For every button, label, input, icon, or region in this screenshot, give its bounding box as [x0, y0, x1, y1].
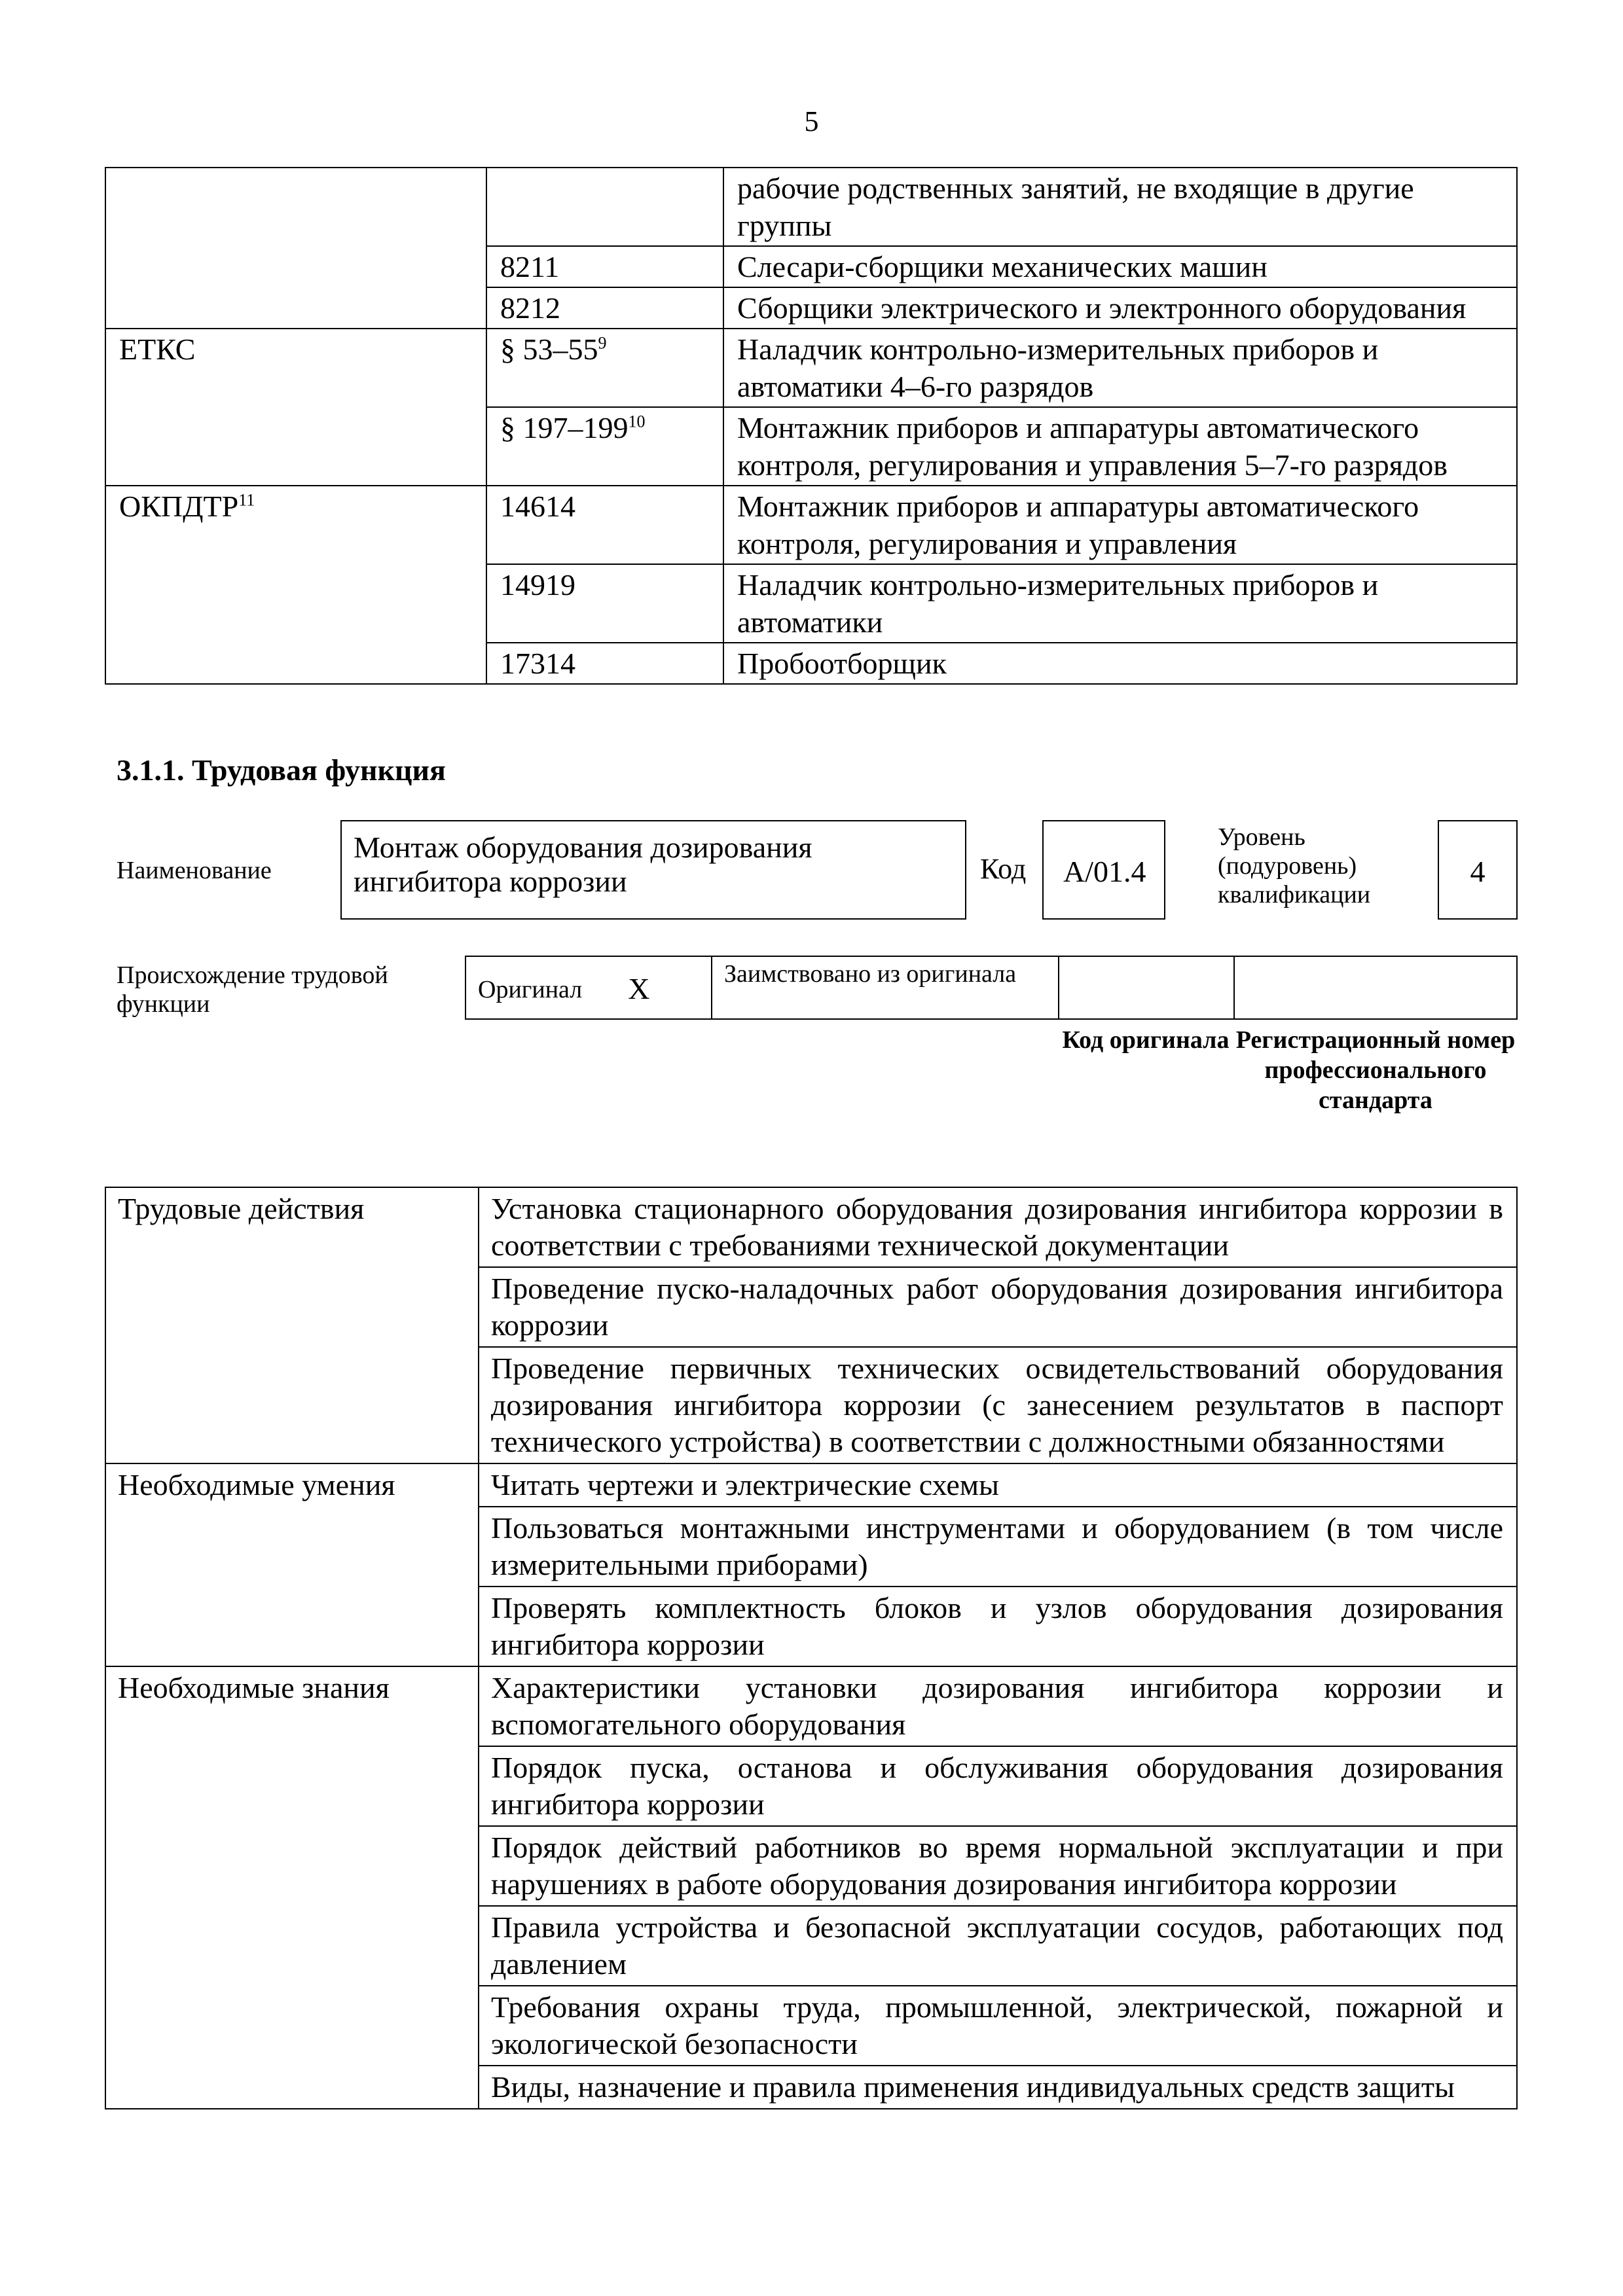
name-label: Наименование: [117, 857, 272, 884]
table-row: [105, 2066, 1517, 2109]
labor-action-item: Установка стационарного оборудования дозирования ингибитора коррозии в соответствии с требованиями технической документации: [479, 1187, 1517, 1267]
table-cell: [105, 407, 486, 486]
section-heading: 3.1.1. Трудовая функция: [117, 753, 446, 787]
table-row: [105, 329, 1517, 407]
row-label: Необходимые знания: [105, 1666, 479, 1746]
table-cell: [105, 643, 486, 684]
table-cell: [105, 1986, 479, 2066]
table-row: [105, 643, 1517, 684]
caption-original-code: Код оригинала: [1062, 1026, 1230, 1054]
code-text: § 53–55: [500, 332, 598, 366]
code-text: § 197–199: [500, 411, 629, 444]
labor-action-item: Проведение первичных технических освидетельствований оборудования дозирования ингибитора коррозии (с занесением результатов в паспорт технического устройства) в соответствии с должностными обязанностями: [479, 1347, 1517, 1463]
original-label: Оригинал: [478, 976, 583, 1003]
knowledge-item: Виды, назначение и правила применения индивидуальных средств защиты: [479, 2066, 1517, 2109]
table-row: [105, 1587, 1517, 1666]
table-cell: Монтажник приборов и аппаратуры автоматического контроля, регулирования и управления 5–7-го разрядов: [723, 407, 1517, 486]
table-cell: [105, 246, 486, 287]
table-row: [105, 1463, 1517, 1507]
knowledge-item: Характеристики установки дозирования ингибитора коррозии и вспомогательного оборудования: [479, 1666, 1517, 1746]
labor-function-table: [105, 1187, 1518, 2109]
table-cell: 14919: [486, 564, 723, 643]
qualification-level: 4: [1438, 820, 1518, 920]
skill-item: Читать чертежи и электрические схемы: [479, 1463, 1517, 1507]
table-row: [105, 1267, 1517, 1347]
level-label: Уровень (подуровень) квалификации: [1218, 823, 1371, 908]
table-cell: Наладчик контрольно-измерительных приборов и автоматики 4–6-го разрядов: [723, 329, 1517, 407]
skill-item: Пользоваться монтажными инструментами и оборудованием (в том числе измерительными приборами): [479, 1507, 1517, 1587]
table-row: [105, 246, 1517, 287]
table-cell: [486, 168, 723, 246]
knowledge-item: Порядок пуска, останова и обслуживания оборудования дозирования ингибитора коррозии: [479, 1746, 1517, 1826]
table-row: [105, 1347, 1517, 1463]
knowledge-item: Требования охраны труда, промышленной, электрической, пожарной и экологической безопасности: [479, 1986, 1517, 2066]
footnote-ref: 11: [238, 490, 255, 510]
caption-registration-number: Регистрационный номер профессионального стандарта: [1235, 1026, 1516, 1114]
table-cell: [105, 1906, 479, 1986]
table-row: [105, 486, 1517, 564]
table-cell: [105, 287, 486, 329]
table-row: [105, 1986, 1517, 2066]
original-code-cell: [1059, 957, 1235, 1018]
page-number: 5: [804, 105, 819, 137]
knowledge-item: Правила устройства и безопасной эксплуатации сосудов, работающих под давлением: [479, 1906, 1517, 1986]
table-cell: 14614: [486, 486, 723, 564]
knowledge-item: Порядок действий работников во время нормальной эксплуатации и при нарушениях в работе оборудования дозирования ингибитора коррозии: [479, 1826, 1517, 1906]
registration-number-cell: [1235, 957, 1516, 1018]
table-cell: 8211: [486, 246, 723, 287]
table-cell: Наладчик контрольно-измерительных приборов и автоматики: [723, 564, 1517, 643]
table-cell: [105, 1267, 479, 1347]
origin-row: [465, 956, 1518, 1020]
table-row: [105, 564, 1517, 643]
table-row: [105, 1906, 1517, 1986]
table-cell: [105, 1746, 479, 1826]
table-row: [105, 1187, 1517, 1267]
code-label: Код: [980, 853, 1027, 885]
table-row: [105, 1507, 1517, 1587]
table-cell: [105, 1826, 479, 1906]
table-row: [105, 287, 1517, 329]
table-cell: [105, 486, 486, 564]
original-mark: X: [628, 972, 650, 1005]
table-cell: [105, 564, 486, 643]
labor-function-name: Монтаж оборудования дозирования ингибитора коррозии: [340, 820, 966, 920]
table-cell: [486, 329, 723, 407]
table-cell: [105, 1347, 479, 1463]
table-cell: 17314: [486, 643, 723, 684]
table-row: [105, 1666, 1517, 1746]
table-cell: [105, 1507, 479, 1587]
table-row: [105, 1746, 1517, 1826]
classification-table: [105, 167, 1518, 685]
table-cell: рабочие родственных занятий, не входящие в другие группы: [723, 168, 1517, 246]
labor-action-item: Проведение пуско-наладочных работ оборудования дозирования ингибитора коррозии: [479, 1267, 1517, 1347]
footnote-ref: 9: [598, 333, 607, 353]
table-cell: Пробоотборщик: [723, 643, 1517, 684]
table-row: [105, 407, 1517, 486]
labor-function-code: А/01.4: [1042, 820, 1165, 920]
table-cell: Слесари-сборщики механических машин: [723, 246, 1517, 287]
row-label: Необходимые умения: [105, 1463, 479, 1507]
borrowed-label: Заимствовано из оригинала: [712, 957, 1059, 1018]
origin-label: Происхождение трудовой функции: [117, 961, 388, 1018]
table-cell: [105, 168, 486, 246]
table-cell: Сборщики электрического и электронного оборудования: [723, 287, 1517, 329]
skill-item: Проверять комплектность блоков и узлов оборудования дозирования ингибитора коррозии: [479, 1587, 1517, 1666]
footnote-ref: 10: [628, 412, 646, 431]
original-cell: [466, 957, 712, 1018]
table-cell: 8212: [486, 287, 723, 329]
table-row: [105, 1826, 1517, 1906]
table-cell: ЕТКС: [105, 329, 486, 407]
table-cell: Монтажник приборов и аппаратуры автоматического контроля, регулирования и управления: [723, 486, 1517, 564]
table-cell: [105, 2066, 479, 2109]
table-row: [105, 168, 1517, 246]
table-cell: [486, 407, 723, 486]
row-label: Трудовые действия: [105, 1187, 479, 1267]
name-text: ОКПДТР: [119, 490, 239, 523]
table-cell: [105, 1587, 479, 1666]
